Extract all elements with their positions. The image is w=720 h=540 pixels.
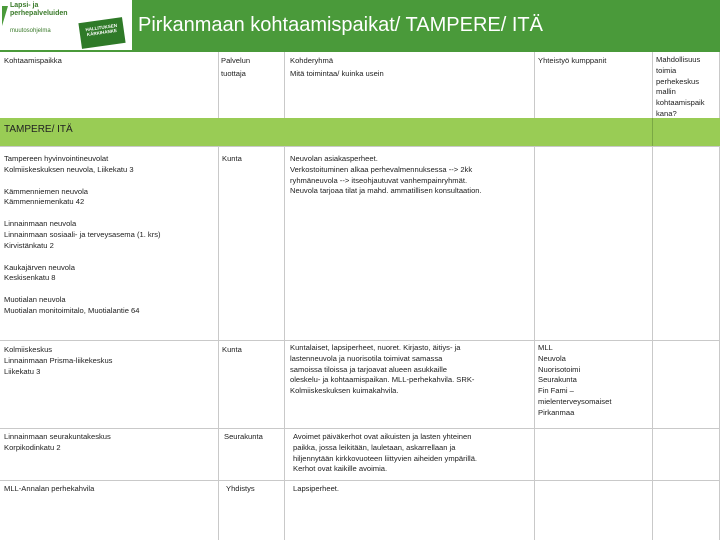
- place-line: Linnainmaan sosiaali- ja terveysasema (1. krs): [4, 229, 161, 239]
- logo-line-2: perhepalveluiden: [10, 10, 68, 17]
- target-line: Lapsiperheet.: [293, 484, 340, 493]
- place-line: Kirvistänkatu 2: [4, 240, 54, 250]
- header-col1-text: Kohtaamispaikka: [4, 56, 62, 65]
- target-line: oleskelu- ja kohtaamispaikan. MLL-perhekahvila. SRK-: [290, 375, 475, 385]
- table-row-2-partners: [538, 343, 611, 419]
- logo-subtitle: muutosohjelma: [10, 28, 51, 34]
- partner-line: Nuorisotoimi: [538, 364, 581, 374]
- provider-text: Yhdistys: [226, 484, 255, 493]
- place-line: Korpikodinkatu 2: [4, 442, 61, 452]
- place-line: Muotialan monitoimitalo, Muotialantie 64: [4, 305, 140, 315]
- table-row-4-provider: [226, 484, 255, 495]
- target-line: paikka, jossa leikitään, lauletaan, askarrellaan ja: [293, 442, 456, 452]
- header-col3-line2: Mitä toimintaa/ kuinka usein: [290, 68, 384, 78]
- header-col2-line1: Palvelun: [221, 56, 251, 65]
- grid-divider: [0, 480, 720, 481]
- partner-line: Fin Fami –: [538, 386, 574, 396]
- grid-divider: [0, 428, 720, 429]
- partner-line: Neuvola: [538, 353, 566, 363]
- partner-line: Pirkanmaa: [538, 407, 575, 417]
- table-row-4-place: [4, 484, 94, 495]
- target-line: Neuvolan asiakasperheet.: [290, 154, 378, 163]
- logo: [0, 0, 132, 50]
- logo-text: [10, 2, 80, 18]
- section-title: TAMPERE/ ITÄ: [4, 124, 73, 135]
- header-banner: [0, 0, 720, 52]
- grid-divider: [652, 118, 653, 146]
- place-line: MLL-Annalan perhekahvila: [4, 484, 95, 493]
- header-col2-line2: tuottaja: [221, 68, 246, 78]
- place-line: Tampereen hyvinvointineuvolat: [4, 154, 109, 163]
- target-line: ryhmäneuvola --> itseohjautuvat vanhempainryhmät.: [290, 175, 468, 185]
- table-row-3-provider: [224, 432, 263, 443]
- section-band: [0, 118, 720, 146]
- place-line: Kolmiiskeskus: [4, 345, 53, 354]
- target-line: Neuvola tarjoaa tilat ja mahd. ammatillisen konsultaation.: [290, 186, 482, 196]
- header-palvelun-tuottaja: [221, 56, 250, 80]
- header-col4-text: Yhteistyö kumppanit: [538, 56, 607, 65]
- logo-line-1: Lapsi- ja: [10, 2, 39, 9]
- header-col5-line5: kohtaamispaik: [656, 98, 705, 108]
- grid-divider: [0, 146, 720, 147]
- header-col5-line4: mallin: [656, 87, 676, 97]
- target-line: samoissa tiloissa ja tarjoavat alueen asukkaille: [290, 364, 448, 374]
- logo-badge: HALLITUKSEN KÄRKIHANKE: [78, 17, 125, 49]
- place-line: Linnainmaan seurakuntakeskus: [4, 432, 111, 441]
- target-line: hiljennytään kirkkovuoteen liittyvien aiheiden ympärillä.: [293, 453, 478, 463]
- table-row-2-target: [290, 343, 474, 397]
- target-line: Kerhot ovat kaikille avoimia.: [293, 464, 388, 474]
- header-col5-line2: toimia: [656, 65, 677, 75]
- target-line: Kolmiiskeskuksen kuimakahvila.: [290, 386, 399, 396]
- table-row-1-place: [4, 154, 161, 317]
- place-line: Liikekatu 3: [4, 366, 41, 376]
- header-col5-line3: perhekeskus: [656, 76, 700, 86]
- target-line: lastenneuvola ja nuorisotila toimivat samassa: [290, 353, 443, 363]
- table-row-1-target: [290, 154, 482, 197]
- header-kohderyhma: [290, 56, 384, 80]
- place-line: Kämmenniemen neuvola: [4, 186, 89, 196]
- partner-line: MLL: [538, 343, 553, 352]
- table-row-1-provider: [222, 154, 242, 165]
- header-col5-line1: Mahdollisuus: [656, 55, 701, 64]
- header-col5-line6: kana?: [656, 108, 677, 118]
- table-row-2-place: [4, 345, 112, 377]
- place-line: Kolmiiskeskuksen neuvola, Liikekatu 3: [4, 164, 134, 174]
- place-line: Keskisenkatu 8: [4, 273, 56, 283]
- place-line: Kaukajärven neuvola: [4, 262, 75, 272]
- provider-text: Kunta: [222, 345, 242, 354]
- place-line: Kämmenniemenkatu 42: [4, 197, 85, 207]
- table-row-3-place: [4, 432, 111, 454]
- place-line: Linnainmaan neuvola: [4, 219, 77, 229]
- place-line: Linnainmaan Prisma-liikekeskus: [4, 355, 113, 365]
- header-col3-line1: Kohderyhmä: [290, 56, 334, 65]
- target-line: Verkostoituminen alkaa perhevalmennuksessa --> 2kk: [290, 164, 473, 174]
- target-line: Avoimet päiväkerhot ovat aikuisten ja lasten yhteinen: [293, 432, 472, 441]
- table-row-3-target: [293, 432, 477, 475]
- place-line: Muotialan neuvola: [4, 295, 66, 305]
- grid-divider: [0, 340, 720, 341]
- logo-mark-icon: [2, 6, 8, 26]
- table-row-4-target: [293, 484, 339, 495]
- provider-text: Seurakunta: [224, 432, 263, 441]
- header-kohtaamispaikka: [4, 56, 62, 67]
- header-mahdollisuus: [656, 55, 705, 120]
- partner-line: mielenterveysomaiset: [538, 396, 612, 406]
- target-line: Kuntalaiset, lapsiperheet, nuoret. Kirjasto, äitiys- ja: [290, 343, 461, 352]
- page-title: Pirkanmaan kohtaamispaikat/ TAMPERE/ ITÄ: [138, 14, 543, 36]
- provider-text: Kunta: [222, 154, 242, 163]
- table-row-2-provider: [222, 345, 242, 356]
- header-yhteistyo: [538, 56, 606, 67]
- partner-line: Seurakunta: [538, 375, 577, 385]
